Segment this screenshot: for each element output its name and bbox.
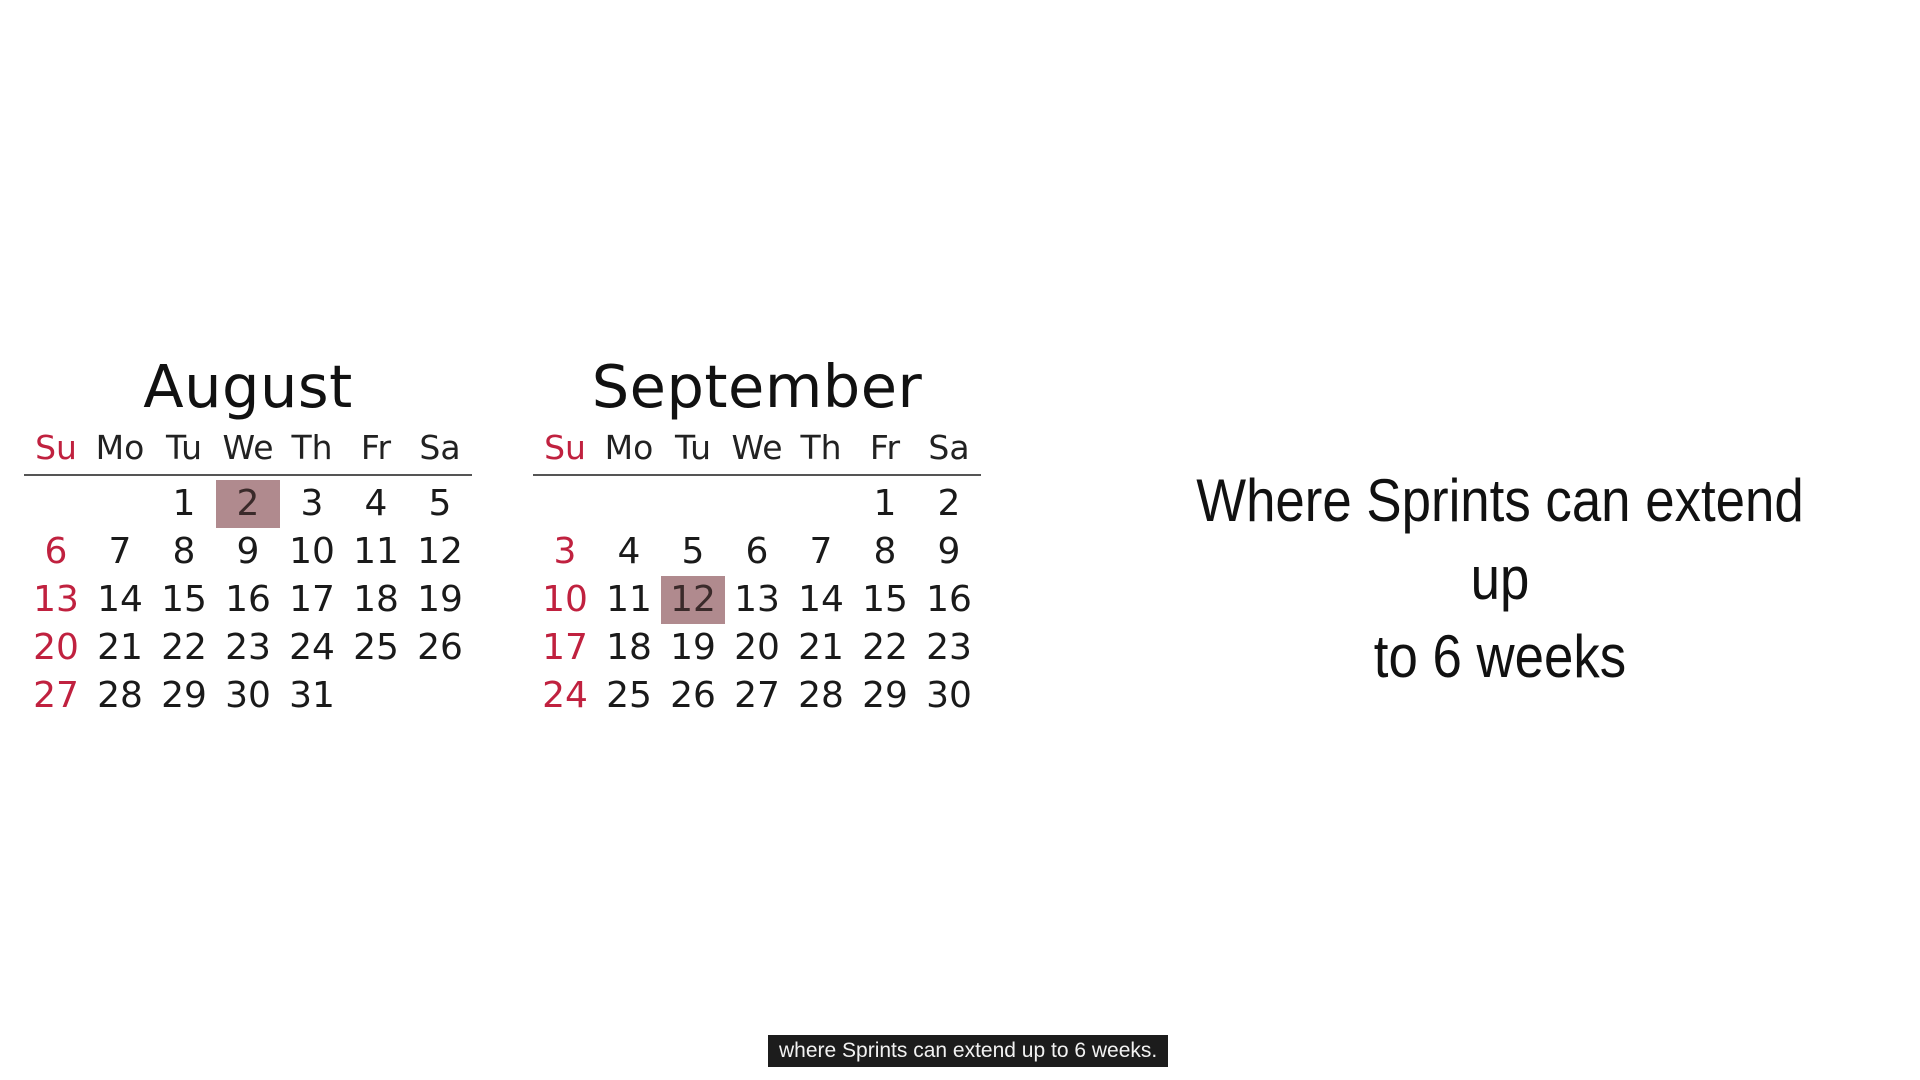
day-cell: 2: [937, 483, 961, 524]
day-cell: 23: [926, 627, 972, 668]
day-cell: 7: [108, 531, 132, 572]
day-cell: 30: [225, 675, 271, 716]
weekday-header: [533, 422, 981, 476]
day-cell: 24: [542, 675, 588, 716]
day-cell: 19: [417, 579, 463, 620]
headline-line-1: Where Sprints can extend up: [1196, 467, 1804, 612]
weekday-header: [24, 422, 472, 476]
day-cell: 22: [161, 627, 207, 668]
month-title: September: [591, 352, 923, 421]
day-cell: 23: [225, 627, 271, 668]
day-cell: 16: [225, 579, 271, 620]
day-cell: 7: [809, 531, 833, 572]
empty-day-cell: [725, 480, 789, 528]
day-cell: 6: [745, 531, 769, 572]
day-cell: 30: [926, 675, 972, 716]
empty-day-cell: [533, 480, 597, 528]
day-cell: 11: [353, 531, 399, 572]
day-cell: 21: [97, 627, 143, 668]
empty-day-cell: [408, 672, 472, 720]
day-cell: 13: [734, 579, 780, 620]
day-cell: 16: [926, 579, 972, 620]
calendar-september: [533, 352, 981, 720]
weekday-label: Sa: [928, 428, 970, 467]
day-cell: 15: [161, 579, 207, 620]
weekday-label: We: [222, 428, 274, 467]
weekday-label: Sa: [419, 428, 461, 467]
day-cell: 1: [873, 483, 897, 524]
day-cell: 12: [417, 531, 463, 572]
day-cell: 20: [33, 627, 79, 668]
empty-day-cell: [597, 480, 661, 528]
day-cell: 26: [670, 675, 716, 716]
empty-day-cell: [344, 672, 408, 720]
day-cell: 8: [873, 531, 897, 572]
weekday-label: Tu: [674, 428, 712, 467]
weekday-label: Tu: [165, 428, 203, 467]
day-cell: 5: [428, 483, 452, 524]
day-cell: 25: [606, 675, 652, 716]
day-cell: 8: [172, 531, 196, 572]
headline-line-2: to 6 weeks: [1373, 623, 1627, 690]
day-cell: 4: [364, 483, 388, 524]
weekday-label: We: [731, 428, 783, 467]
day-cell: 29: [862, 675, 908, 716]
weekday-label: Fr: [360, 428, 392, 467]
day-grid: [533, 480, 981, 720]
day-cell: 27: [33, 675, 79, 716]
day-cell: 21: [798, 627, 844, 668]
day-cell: 19: [670, 627, 716, 668]
calendar-august: [24, 352, 472, 720]
day-cell: 31: [289, 675, 335, 716]
day-cell: 29: [161, 675, 207, 716]
day-cell: 18: [606, 627, 652, 668]
day-cell: 9: [937, 531, 961, 572]
empty-day-cell: [789, 480, 853, 528]
day-cell: 1: [172, 483, 196, 524]
day-cell: 4: [617, 531, 641, 572]
day-cell: 9: [236, 531, 260, 572]
day-cell: 17: [542, 627, 588, 668]
day-cell: 10: [289, 531, 335, 572]
day-cell: 6: [44, 531, 68, 572]
weekday-label: Su: [544, 428, 586, 467]
day-cell: 10: [542, 579, 588, 620]
empty-day-cell: [661, 480, 725, 528]
weekday-label: Mo: [604, 428, 654, 467]
empty-day-cell: [88, 480, 152, 528]
weekday-label: Th: [291, 428, 333, 467]
highlighted-day-cell: 12: [661, 576, 725, 624]
day-cell: 11: [606, 579, 652, 620]
weekday-label: Fr: [869, 428, 901, 467]
day-cell: 28: [97, 675, 143, 716]
day-cell: 5: [681, 531, 705, 572]
weekday-label: Mo: [95, 428, 145, 467]
day-cell: 14: [798, 579, 844, 620]
day-cell: 14: [97, 579, 143, 620]
empty-day-cell: [24, 480, 88, 528]
highlighted-day-cell: 2: [216, 480, 280, 528]
day-cell: 24: [289, 627, 335, 668]
weekday-label: Su: [35, 428, 77, 467]
day-cell: 20: [734, 627, 780, 668]
subtitle-caption: where Sprints can extend up to 6 weeks.: [768, 1035, 1168, 1067]
day-grid: [24, 480, 472, 720]
day-cell: 15: [862, 579, 908, 620]
day-cell: 25: [353, 627, 399, 668]
day-cell: 27: [734, 675, 780, 716]
weekday-label: Th: [800, 428, 842, 467]
day-cell: 3: [300, 483, 324, 524]
day-cell: 13: [33, 579, 79, 620]
headline-text: [1166, 462, 1835, 696]
day-cell: 3: [553, 531, 577, 572]
day-cell: 18: [353, 579, 399, 620]
day-cell: 22: [862, 627, 908, 668]
month-title: August: [143, 352, 353, 421]
day-cell: 17: [289, 579, 335, 620]
day-cell: 26: [417, 627, 463, 668]
day-cell: 28: [798, 675, 844, 716]
